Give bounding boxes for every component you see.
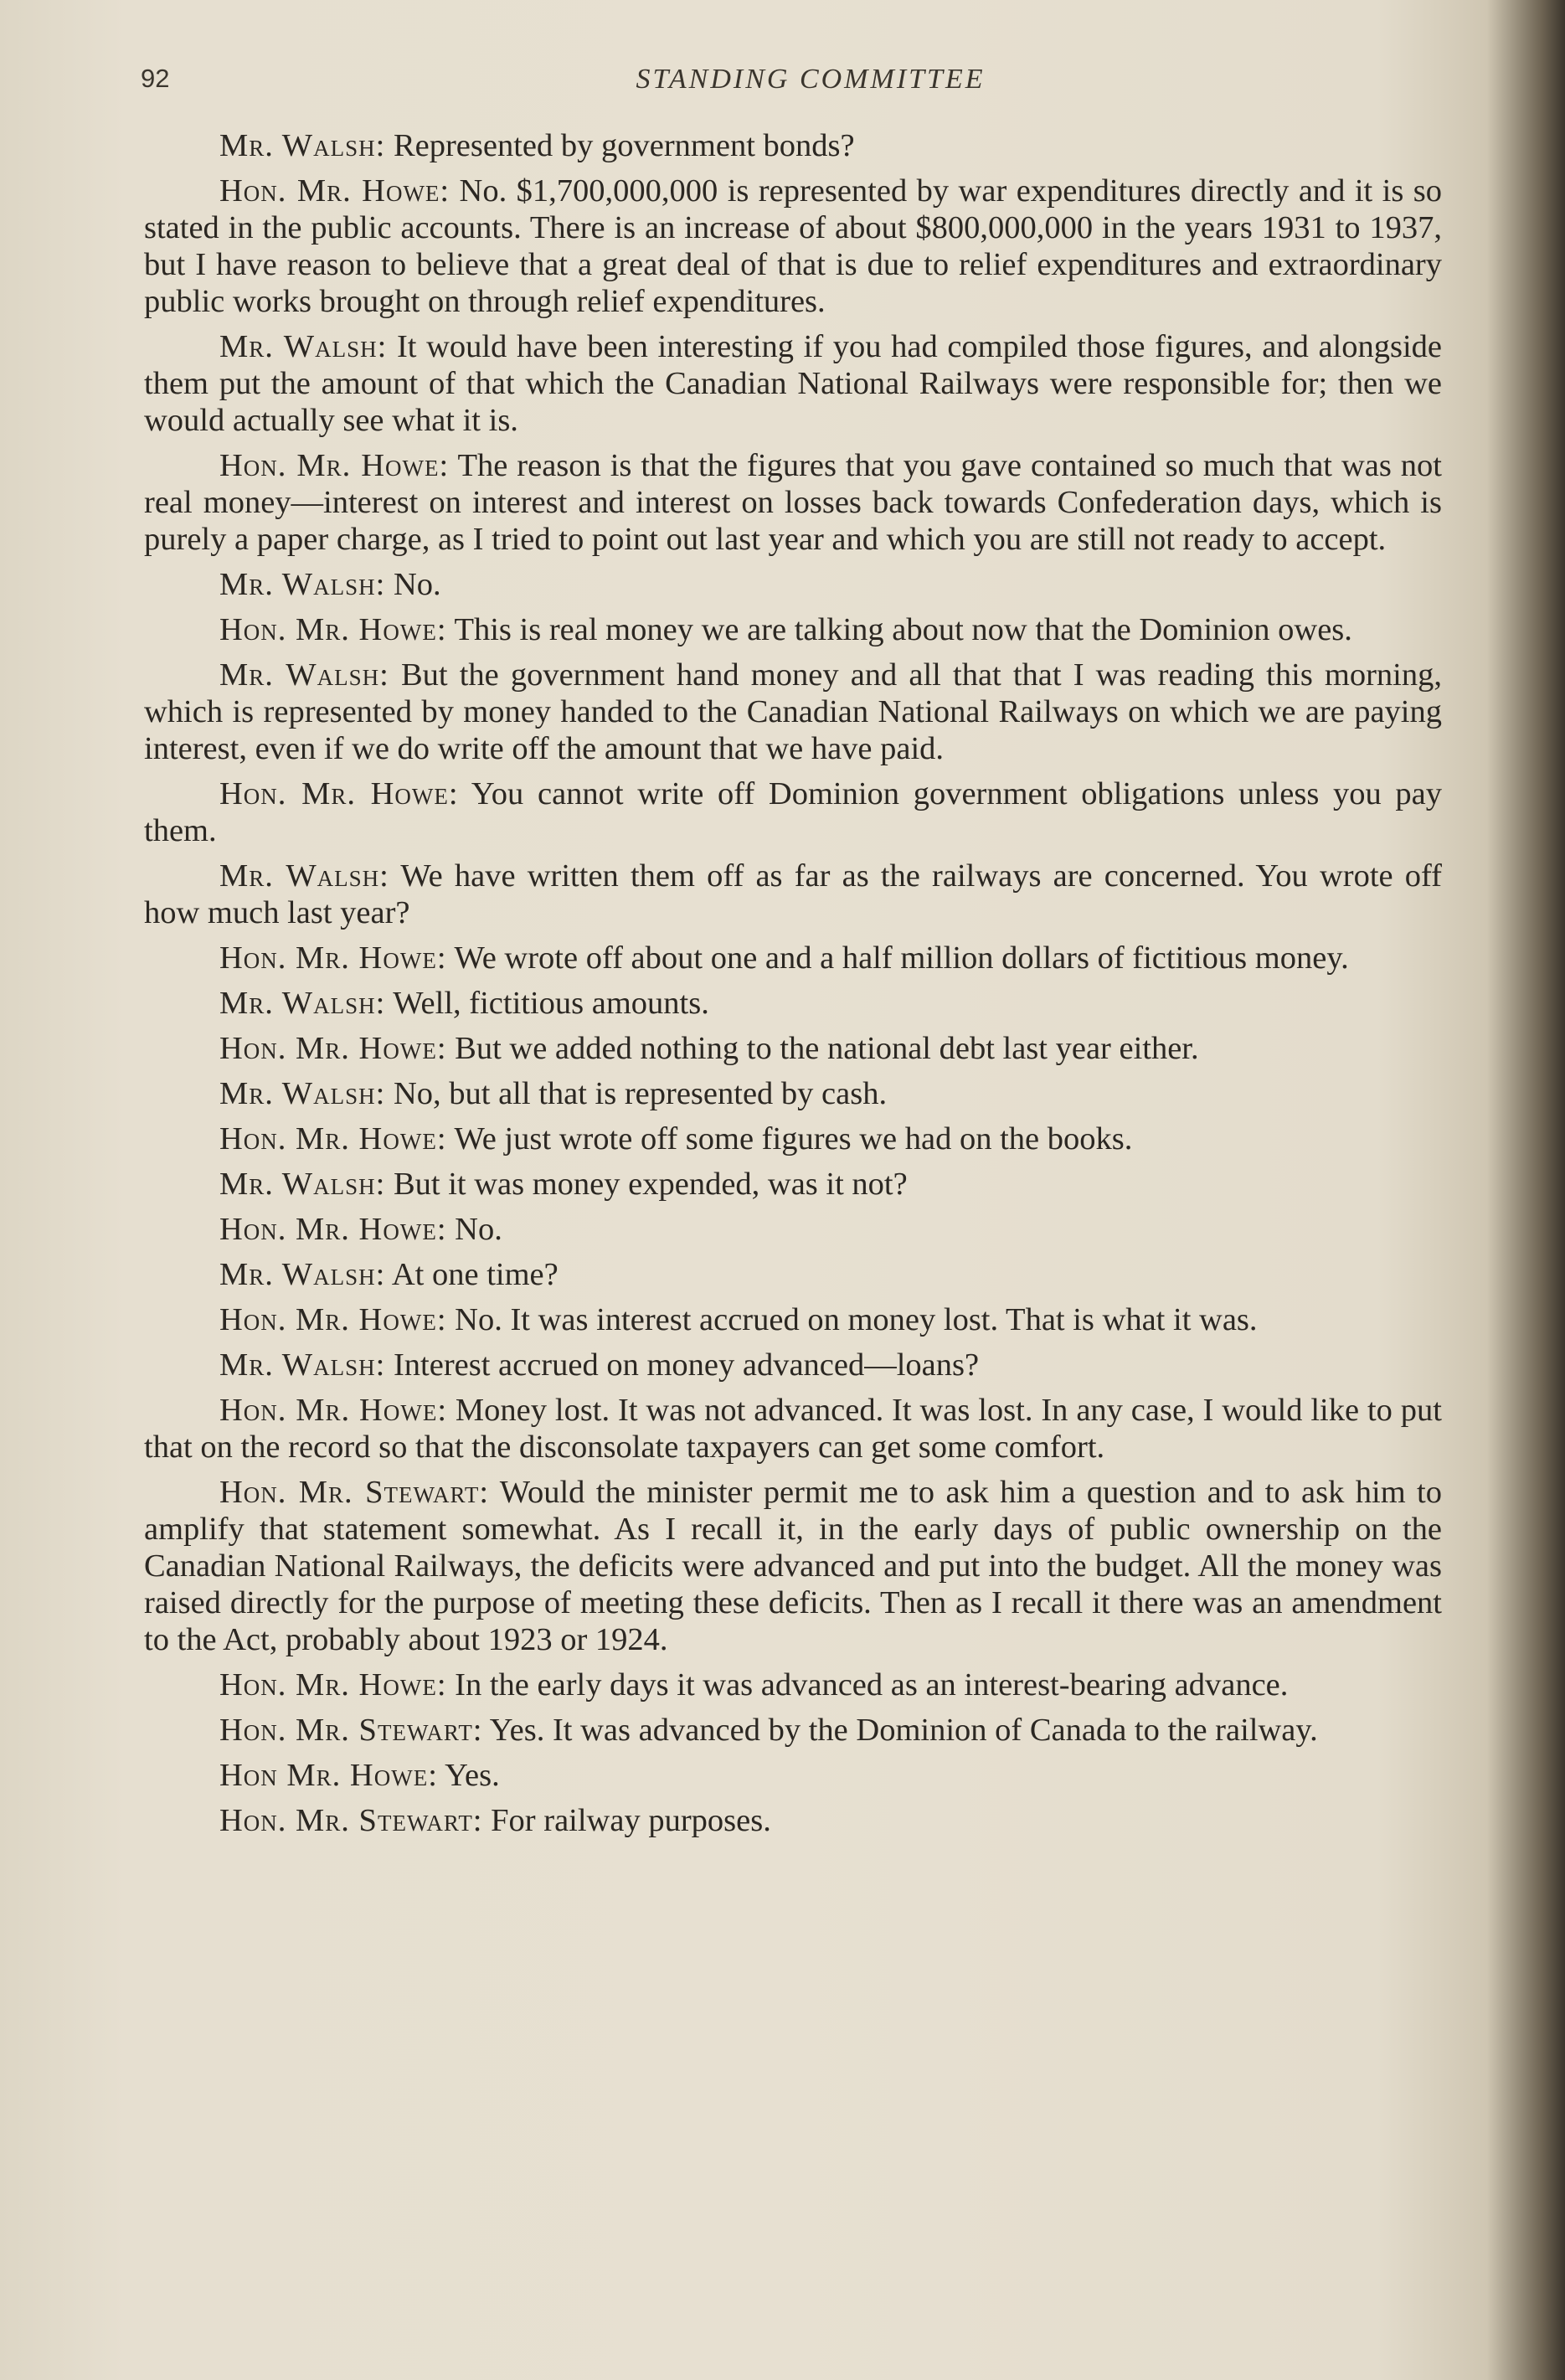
page-header <box>141 60 1565 102</box>
speech-text: In the early days it was advanced as an interest-bearing advance. <box>455 1667 1289 1703</box>
speaker-name: Hon. Mr. Howe: <box>219 940 447 976</box>
transcript-paragraph <box>144 858 1442 931</box>
transcript-paragraph <box>144 985 1442 1022</box>
transcript-paragraph <box>144 1120 1442 1157</box>
speech-text: You cannot write off Dominion government obligations unless you pay them. <box>144 776 1442 848</box>
speech-text: We just wrote off some figures we had on the books. <box>454 1121 1133 1157</box>
speaker-name: Hon. Mr. Stewart: <box>219 1713 483 1748</box>
page-number: 92 <box>141 64 170 93</box>
speaker-name: Mr. Walsh: <box>219 1257 386 1292</box>
speaker-name: Mr. Walsh: <box>219 128 386 163</box>
speaker-name: Hon. Mr. Howe: <box>219 1031 447 1066</box>
speaker-name: Hon. Mr. Stewart: <box>219 1803 483 1838</box>
transcript-body <box>144 127 1442 1847</box>
speaker-name: Mr. Walsh: <box>219 1076 386 1111</box>
transcript-paragraph <box>144 1301 1442 1338</box>
speech-text: At one time? <box>391 1257 559 1292</box>
speaker-name: Hon. Mr. Howe: <box>219 448 450 483</box>
transcript-paragraph <box>144 1256 1442 1293</box>
transcript-paragraph <box>144 1166 1442 1203</box>
speech-text: No. It was interest accrued on money lost. That is what it was. <box>455 1302 1258 1337</box>
speaker-name: Hon. Mr. Howe: <box>219 776 459 811</box>
speaker-name: Hon. Mr. Howe: <box>219 1121 447 1157</box>
transcript-paragraph <box>144 775 1442 849</box>
transcript-paragraph <box>144 1802 1442 1839</box>
transcript-paragraph <box>144 1757 1442 1794</box>
speech-text: Yes. It was advanced by the Dominion of Canada to the railway. <box>489 1713 1318 1748</box>
speaker-name: Mr. Walsh: <box>219 858 389 894</box>
speaker-name: Hon. Mr. Howe: <box>219 1212 447 1247</box>
speech-text: We have written them off as far as the railways are concerned. You wrote off how much last year? <box>144 858 1442 930</box>
transcript-paragraph <box>144 657 1442 767</box>
speaker-name: Hon Mr. Howe: <box>219 1758 438 1793</box>
speech-text: Yes. <box>445 1758 500 1793</box>
speech-text: But it was money expended, was it not? <box>393 1167 908 1202</box>
speaker-name: Hon. Mr. Howe: <box>219 612 447 647</box>
transcript-paragraph <box>144 447 1442 558</box>
transcript-paragraph <box>144 566 1442 603</box>
speaker-name: Mr. Walsh: <box>219 1347 386 1383</box>
speech-text: No, but all that is represented by cash. <box>393 1076 888 1111</box>
transcript-paragraph <box>144 328 1442 439</box>
transcript-paragraph <box>144 611 1442 648</box>
speaker-name: Mr. Walsh: <box>219 986 386 1021</box>
speech-text: Well, fictitious amounts. <box>393 986 709 1021</box>
speech-text: Interest accrued on money advanced—loans? <box>393 1347 980 1383</box>
speaker-name: Hon. Mr. Stewart: <box>219 1475 490 1510</box>
speech-text: Represented by government bonds? <box>393 128 855 163</box>
speech-text: We wrote off about one and a half million dollars of fictitious money. <box>454 940 1349 976</box>
speech-text: Would the minister permit me to ask him a question and to ask him to amplify that statement somewhat. As I recall it, in the early days of public ownership on the Canadian National Railways, the deficits were advanced and put into the budget. All the money was raised directly for the purpose of meeting these deficits. Then as I recall it there was an amendment to the Act, probably about 1923 or 1924. <box>144 1475 1442 1657</box>
transcript-paragraph <box>144 127 1442 164</box>
speaker-name: Mr. Walsh: <box>219 657 389 693</box>
speech-text: No. $1,700,000,000 is represented by war expenditures directly and it is so stated in the public accounts. There is an increase of about $800,000,000 in the years 1931 to 1937, but I have reason to believe that a great deal of that is due to relief expenditures and extraordinary public works brought on through relief expenditures. <box>144 173 1442 319</box>
speech-text: But the government hand money and all that that I was reading this morning, which is represented by money handed to the Canadian National Railways on which we are paying interest, even if we do write off the amount that we have paid. <box>144 657 1443 766</box>
speaker-name: Hon. Mr. Howe: <box>219 1393 448 1428</box>
speech-text: No. <box>455 1212 502 1247</box>
speaker-name: Hon. Mr. Howe: <box>219 173 450 209</box>
speaker-name: Mr. Walsh: <box>219 1167 386 1202</box>
transcript-paragraph <box>144 1211 1442 1248</box>
speech-text: It would have been interesting if you had compiled those figures, and alongside them put the amount of that which the Canadian National Railways were responsible for; then we would actually see what it is. <box>144 329 1443 438</box>
speaker-name: Mr. Walsh: <box>219 567 386 602</box>
speech-text: For railway purposes. <box>491 1803 771 1838</box>
transcript-paragraph <box>144 1392 1442 1466</box>
speaker-name: Mr. Walsh: <box>219 329 388 364</box>
running-head: STANDING COMMITTEE <box>636 64 986 95</box>
speaker-name: Hon. Mr. Howe: <box>219 1667 447 1703</box>
transcript-paragraph <box>144 1030 1442 1067</box>
speech-text: No. <box>393 567 441 602</box>
speech-text: But we added nothing to the national debt last year either. <box>455 1031 1199 1066</box>
transcript-paragraph <box>144 940 1442 976</box>
transcript-paragraph <box>144 1712 1442 1749</box>
speech-text: Money lost. It was not advanced. It was lost. In any case, I would like to put that on the record so that the disconsolate taxpayers can get some comfort. <box>144 1393 1442 1465</box>
speech-text: This is real money we are talking about now that the Dominion owes. <box>454 612 1352 647</box>
transcript-paragraph <box>144 1474 1442 1658</box>
transcript-paragraph <box>144 1347 1442 1383</box>
transcript-paragraph <box>144 1075 1442 1112</box>
speaker-name: Hon. Mr. Howe: <box>219 1302 447 1337</box>
transcript-paragraph <box>144 1667 1442 1703</box>
speech-text: The reason is that the figures that you gave contained so much that was not real money—interest on interest and interest on losses back towards Confederation days, which is purely a paper charge, as I tried to point out last year and which you are still not ready to accept. <box>144 448 1442 557</box>
transcript-paragraph <box>144 173 1442 320</box>
